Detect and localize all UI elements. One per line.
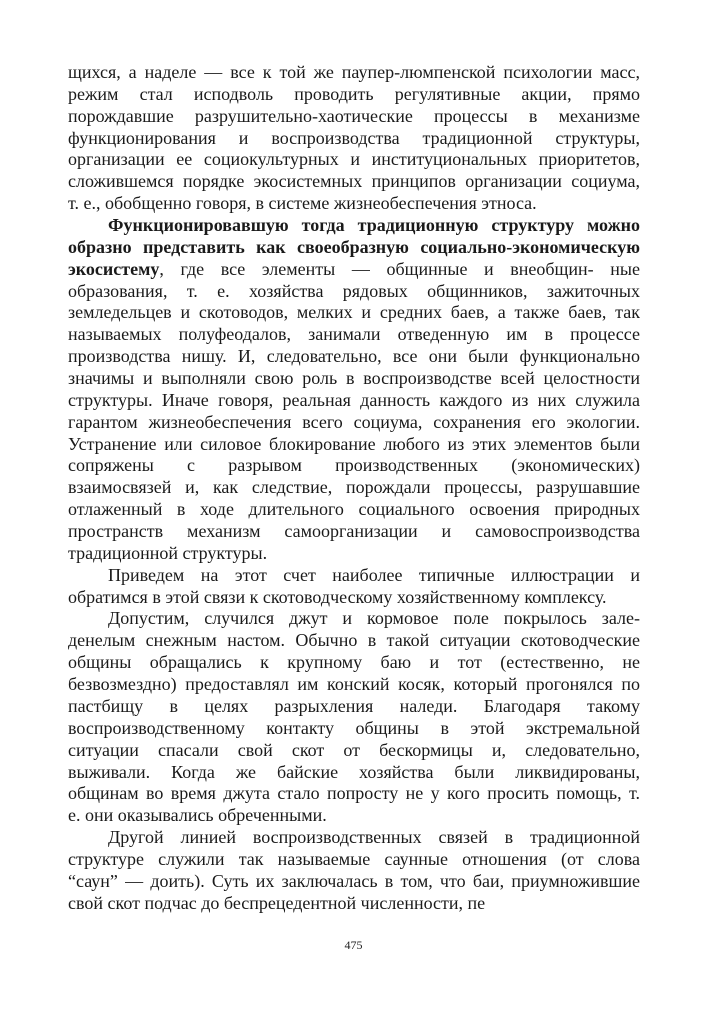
text-line xyxy=(68,237,640,259)
text-line: пространств механизм самоорганизации и самовоспроизводства xyxy=(68,521,640,542)
bold-text: экосистему xyxy=(68,258,160,279)
page-number: 475 xyxy=(344,938,363,952)
text-line: обратимся в этой связи к скотоводческому хозяйственному комплексу. xyxy=(68,586,607,607)
text-line: общины обращались к крупному баю и тот (естественно, не xyxy=(68,652,640,673)
regular-text: , где все элементы — общинные и внеобщин- ные xyxy=(159,258,640,279)
text-line: порождавшие разрушительно-хаотические процессы в механизме xyxy=(68,105,640,126)
text-line: сопряжены с разрывом производственных (экономических) xyxy=(68,455,640,476)
text-line: щихся, а наделе — все к той же паупер-люмпенской психологии масс, xyxy=(68,62,640,82)
text-line: воспроизводственному контакту общины в этой экстремальной xyxy=(68,717,640,738)
text-line: свой скот подчас до беспрецедентной численности, пе xyxy=(68,892,486,913)
text-line: структуры. Иначе говоря, реальная данность каждого из них служила xyxy=(68,389,640,410)
text-line: выживали. Когда же байские хозяйства были ликвидированы, xyxy=(68,761,640,782)
text-line xyxy=(68,215,640,237)
text-line: Допустим, случился джут и кормовое поле покрылось зале- xyxy=(108,608,640,629)
text-line: безвозмездно) предоставлял им конский косяк, который прогонялся по xyxy=(68,674,640,695)
paragraph xyxy=(68,608,640,827)
text-line: Устранение или силовое блокирование любого из этих элементов были xyxy=(68,433,640,454)
text-line: е. они оказывались обреченными. xyxy=(68,805,327,826)
text-line: Другой линией воспроизводственных связей в традиционной xyxy=(108,827,640,848)
text-line: пастбищу в целях разрыхления наледи. Благодаря такому xyxy=(68,695,640,716)
paragraph xyxy=(68,827,640,914)
paragraph xyxy=(68,62,640,215)
text-line: денелым снежным настом. Обычно в такой ситуации скотоводческие xyxy=(68,630,640,651)
text-line: функционирования и воспроизводства традиционной структуры, xyxy=(68,127,640,148)
text-line: т. е., обобщенно говоря, в системе жизнеобеспечения этноса. xyxy=(68,193,537,214)
text-line: значимы и выполняли свою роль в воспроизводстве всей целостности xyxy=(68,368,640,389)
bold-text: Функционировавшую тогда традиционную структуру можно xyxy=(108,215,640,236)
text-line: отлаженный в ходе длительного социального освоения природных xyxy=(68,499,640,520)
text-line: режим стал исподволь проводить регулятивные акции, прямо xyxy=(68,83,640,104)
body-text xyxy=(68,62,640,915)
text-line: взаимосвязей и, как следствие, порождали процессы, разрушавшие xyxy=(68,477,640,498)
text-line: “саун” — доить). Суть их заключалась в том, что баи, приумножившие xyxy=(68,870,640,891)
text-line: гарантом жизнеобеспечения всего социума, сохранения его экологии. xyxy=(68,411,640,432)
text-line: организации ее социокультурных и институциональных приоритетов, xyxy=(68,149,640,170)
paragraph xyxy=(68,565,640,609)
text-line: традиционной структуры. xyxy=(68,542,268,563)
text-line: производства нишу. И, следовательно, все они были функционально xyxy=(68,346,640,367)
text-line xyxy=(68,259,640,281)
text-line: называемых полуфеодалов, занимали отведенную им в процессе xyxy=(68,324,640,345)
text-line: структуре служили так называемые саунные отношения (от слова xyxy=(68,848,640,869)
text-line: земледельцев и скотоводов, мелких и средних баев, а также баев, так xyxy=(68,302,640,323)
text-line: ситуации спасали свой скот от бескормицы и, следовательно, xyxy=(68,739,640,760)
paragraph xyxy=(68,215,640,565)
bold-text: образно представить как своеобразную социально-экономическую xyxy=(68,236,640,257)
text-line: общинам во время джута стало попросту не у кого просить помощь, т. xyxy=(68,783,640,804)
text-line: образования, т. е. хозяйства рядовых общинников, зажиточных xyxy=(68,280,640,301)
text-line: сложившемся порядке экосистемных принципов организации социума, xyxy=(68,171,640,192)
text-line: Приведем на этот счет наиболее типичные иллюстрации и xyxy=(108,564,640,585)
